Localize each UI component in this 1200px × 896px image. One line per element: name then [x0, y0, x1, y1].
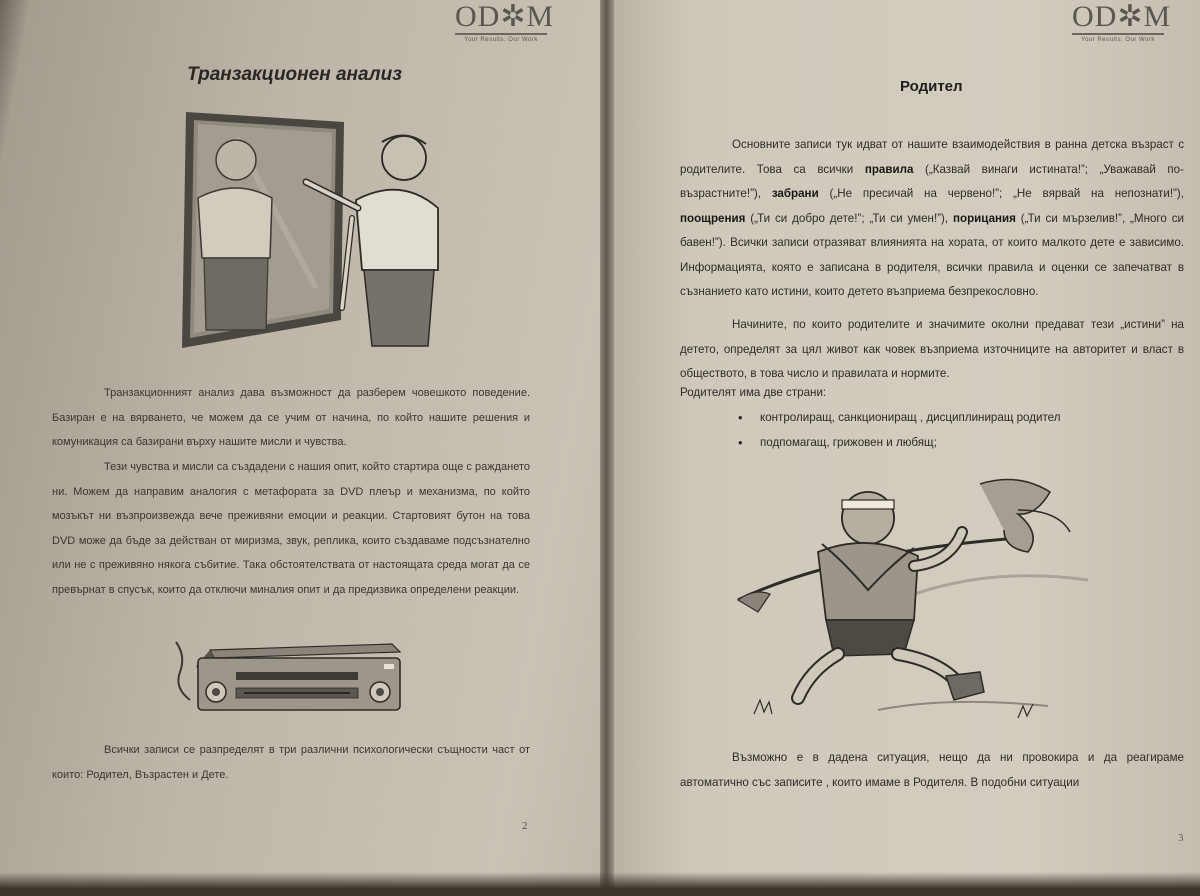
mirror-illustration [176, 108, 441, 348]
text-run: Основните записи тук идват от нашите взаимодействия в ранна детска възраст с родителите. Това са всички [680, 138, 1184, 176]
text-run: („Не пресичай на червено!”; „Не вярвай на непознати!”), [818, 187, 1185, 200]
paragraph-dvd: Тези чувства и мисли са създадени с нашия опит, който стартира още с раждането ни. Можем да направим аналогия с метафората за DVD плеър и механизма, по който мозъкът ни възпроизвежда вече преживяни емоции и реакции. Стартовият бутон на това DVD може да бъде за действан от миризма, звук, реплика, които създаваме подсъзнателно или не с преживяно някога събитие. Така обстоятелствата от настоящата среда могат да се превърнат в спусък, които да отключи миналия опит и да предизвика определени реакции. [52, 461, 530, 596]
paragraph-records [680, 133, 1184, 305]
bold-term: поощрения [680, 211, 746, 225]
text-run: („Ти си мързелив!”, „Много си бавен!”). Всички записи отразяват влиянията на хората, от които малкото дете е зависимо. Информацията, която е записана в родителя, всички правила и оценки се запечатват в съзнанието като истини, които детето възприема безпрекословно. [680, 211, 1184, 298]
text-run: („Ти си добро дете!”; „Ти си умен!”), [745, 211, 953, 225]
book-spine [600, 0, 614, 896]
paragraph-closing: Възможно е в дадена ситуация, нещо да ни провокира и да реагираме автоматично със записите , които имаме в Родителя. В подобни ситуации [680, 751, 1184, 789]
logo-tagline: Your Results. Our Work [1081, 37, 1155, 43]
logo-mark: OD✲M [1072, 0, 1172, 33]
logo-mark: OD✲M [455, 0, 555, 33]
logo-rule [455, 33, 547, 35]
page-number: 3 [1178, 832, 1184, 844]
paragraph-sides-intro: Родителят има две страни: [680, 386, 827, 399]
logo-tagline: Your Results. Our Work [464, 37, 538, 43]
text-run: („Казвай винаги истината!”; „Уважавай по-възрастните!”), [680, 162, 1184, 200]
bold-term: забрани [771, 187, 819, 200]
paragraph-closing: Всички записи се разпределят в три различни психологически същности част от които: Родител, Възрастен и Дете. [52, 744, 530, 781]
running-man-illustration [718, 470, 1098, 732]
list-item: • подпомагащ, грижовен и любящ; [734, 430, 1174, 455]
section-title: Родител [900, 78, 963, 95]
bottom-shadow [0, 872, 1200, 896]
parent-sides-list [734, 405, 1174, 455]
logo-right [1072, 0, 1172, 43]
paragraph-intro: Транзакционният анализ дава възможност да разберем човешкото поведение. Базиран е на вярването, че можем да се учим от начина, по който нашите решения и комуникация са базирани върху нашите мисли и чувства. [52, 387, 530, 448]
paragraph-truths [680, 313, 1184, 387]
page-title: Транзакционен анализ [187, 64, 402, 85]
dvd-player-illustration [170, 634, 410, 716]
list-item: • контролиращ, санкциониращ , дисциплиниращ родител [734, 405, 1174, 430]
logo-left [455, 0, 555, 43]
right-page [606, 0, 1200, 896]
page-number: 2 [522, 820, 528, 832]
bold-term: правила [864, 162, 914, 176]
logo-rule [1072, 33, 1164, 35]
bold-term: порицания [953, 211, 1016, 225]
text-run: Начините, по които родителите и значимите околни предават тези „истини” на детето, определят за цял живот как човек възприема източниците на авторитет и власт в обществото, в това число и правилата и нормите. [680, 318, 1184, 380]
